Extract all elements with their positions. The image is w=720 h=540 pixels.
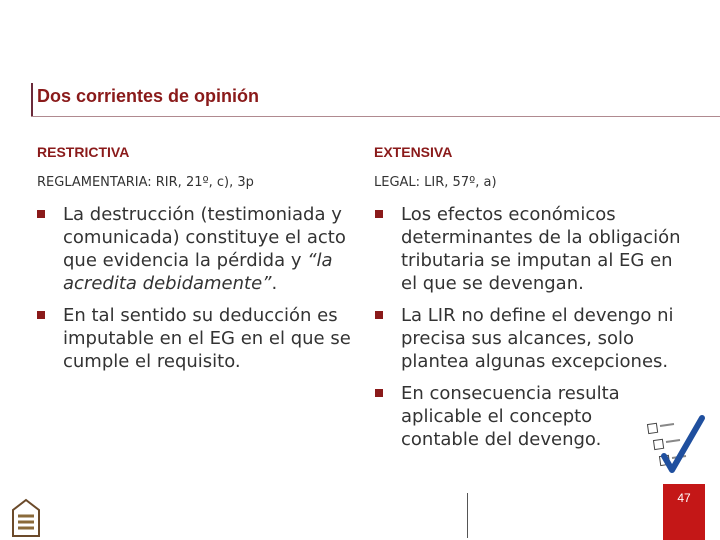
bullet-text: Los efectos económicos determinantes de la obligación tributaria se imputan al EG en el que se devengan. bbox=[401, 204, 681, 294]
checklist-icon bbox=[642, 408, 708, 482]
bullet-square-icon bbox=[37, 311, 45, 319]
title-accent-line bbox=[31, 83, 33, 117]
left-column-heading: RESTRICTIVA bbox=[37, 144, 130, 160]
footer-divider bbox=[467, 493, 468, 538]
list-item bbox=[372, 304, 692, 373]
list-item bbox=[34, 304, 354, 373]
list-item bbox=[34, 203, 354, 295]
bullet-text: La LIR no define el devengo ni precisa sus alcances, solo plantea algunas excepciones. bbox=[401, 305, 674, 372]
left-bullet-list bbox=[34, 203, 354, 382]
left-column-subheading: REGLAMENTARIA: RIR, 21º, c), 3p bbox=[37, 175, 254, 190]
bullet-text: En consecuencia resulta aplicable el concepto contable del devengo. bbox=[401, 383, 620, 450]
bullet-square-icon bbox=[37, 210, 45, 218]
title-divider bbox=[31, 116, 720, 117]
list-item bbox=[372, 203, 692, 295]
bullet-square-icon bbox=[375, 210, 383, 218]
bullet-italic-text: “la acredita debidamente” bbox=[63, 250, 333, 294]
bullet-square-icon bbox=[375, 311, 383, 319]
right-column-subheading: LEGAL: LIR, 57º, a) bbox=[374, 175, 497, 190]
bullet-text: La destrucción (testimoniada y comunicada) constituye el acto que evidencia la pérdida y bbox=[63, 204, 346, 271]
list-item bbox=[372, 382, 671, 451]
page-number: 47 bbox=[677, 491, 691, 505]
right-column-heading: EXTENSIVA bbox=[374, 144, 453, 160]
bullet-square-icon bbox=[375, 389, 383, 397]
logo-icon bbox=[12, 498, 40, 538]
bullet-text: En tal sentido su deducción es imputable en el EG en el que se cumple el requisito. bbox=[63, 305, 351, 372]
bullet-tail: . bbox=[271, 273, 278, 294]
slide-title: Dos corrientes de opinión bbox=[37, 86, 260, 106]
